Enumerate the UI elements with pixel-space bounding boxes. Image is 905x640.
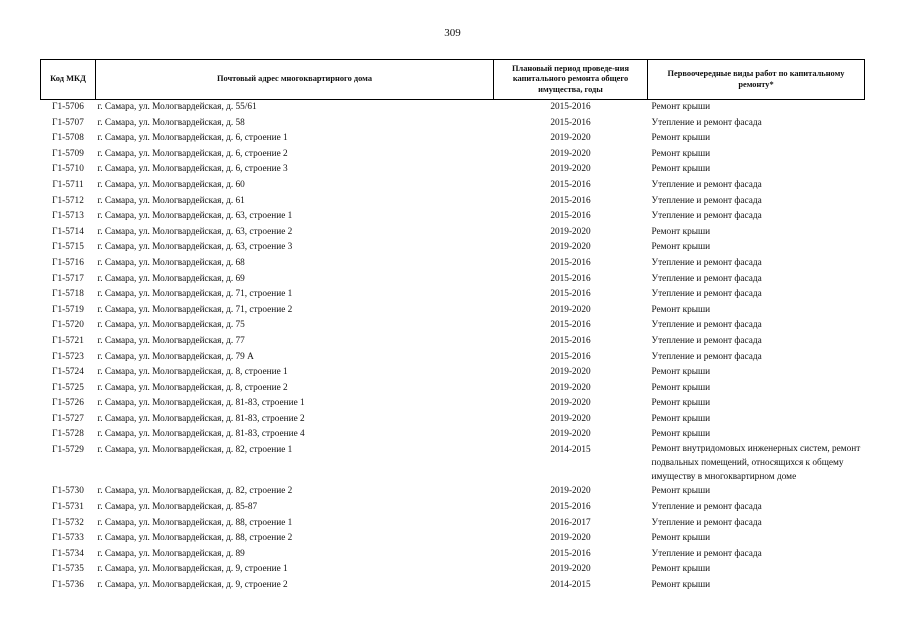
address-cell: г. Самара, ул. Мологвардейская, д. 8, строение 2 <box>97 382 288 393</box>
works-cell: Утепление и ремонт фасада <box>651 289 762 300</box>
works-cell: Утепление и ремонт фасада <box>651 502 762 513</box>
period-cell: 2019-2020 <box>550 367 591 378</box>
table-row <box>41 381 865 397</box>
code-cell: Г1-5719 <box>52 304 84 315</box>
table-row <box>41 365 865 381</box>
works-cell: Утепление и ремонт фасада <box>651 273 762 284</box>
works-cell: Ремонт крыши <box>651 148 711 159</box>
period-cell: 2019-2020 <box>550 564 591 575</box>
address-cell: г. Самара, ул. Мологвардейская, д. 9, строение 1 <box>97 564 288 575</box>
address-cell: г. Самара, ул. Мологвардейская, д. 85-87 <box>97 502 258 513</box>
works-cell: Утепление и ремонт фасада <box>651 517 762 528</box>
works-cell: Ремонт внутридомовых инженерных систем, ремонт подвальных помещений, относящихся к общему имуществу в многоквартирном доме <box>651 444 861 482</box>
table-row <box>41 443 865 484</box>
works-cell: Утепление и ремонт фасада <box>651 320 762 331</box>
works-cell: Утепление и ремонт фасада <box>651 211 762 222</box>
address-cell: г. Самара, ул. Мологвардейская, д. 71, строение 2 <box>97 304 293 315</box>
table-row <box>41 427 865 443</box>
code-cell: Г1-5718 <box>52 289 84 300</box>
code-cell: Г1-5714 <box>52 226 84 237</box>
code-cell: Г1-5732 <box>52 517 84 528</box>
address-cell: г. Самара, ул. Мологвардейская, д. 6, строение 1 <box>97 133 288 144</box>
period-cell: 2019-2020 <box>550 148 591 159</box>
period-cell: 2015-2016 <box>550 195 591 206</box>
works-cell: Ремонт крыши <box>651 382 711 393</box>
table-row <box>41 272 865 288</box>
period-cell: 2015-2016 <box>550 273 591 284</box>
table-row <box>41 303 865 319</box>
works-cell: Утепление и ремонт фасада <box>651 335 762 346</box>
table-header <box>41 60 865 100</box>
code-cell: Г1-5713 <box>52 211 84 222</box>
address-cell: г. Самара, ул. Мологвардейская, д. 63, строение 1 <box>97 211 293 222</box>
code-cell: Г1-5721 <box>52 335 84 346</box>
address-cell: г. Самара, ул. Мологвардейская, д. 88, строение 1 <box>97 517 293 528</box>
table-row <box>41 287 865 303</box>
table-row <box>41 209 865 225</box>
header-row <box>41 60 865 100</box>
works-cell: Ремонт крыши <box>651 133 711 144</box>
code-cell: Г1-5708 <box>52 133 84 144</box>
code-cell: Г1-5715 <box>52 242 84 253</box>
period-cell: 2015-2016 <box>550 289 591 300</box>
works-cell: Ремонт крыши <box>651 564 711 575</box>
table-row <box>41 240 865 256</box>
address-cell: г. Самара, ул. Мологвардейская, д. 63, строение 3 <box>97 242 293 253</box>
address-cell: г. Самара, ул. Мологвардейская, д. 75 <box>97 320 245 331</box>
period-cell: 2015-2016 <box>550 548 591 559</box>
period-cell: 2015-2016 <box>550 102 591 112</box>
table-row <box>41 412 865 428</box>
code-cell: Г1-5734 <box>52 548 84 559</box>
period-cell: 2015-2016 <box>550 335 591 346</box>
table-row <box>41 516 865 532</box>
table-row <box>41 500 865 516</box>
period-cell: 2019-2020 <box>550 242 591 253</box>
works-cell: Ремонт крыши <box>651 226 711 237</box>
code-cell: Г1-5723 <box>52 351 84 362</box>
address-cell: г. Самара, ул. Мологвардейская, д. 68 <box>97 257 245 268</box>
address-cell: г. Самара, ул. Мологвардейская, д. 81-83, строение 1 <box>97 398 305 409</box>
address-cell: г. Самара, ул. Мологвардейская, д. 58 <box>97 117 245 128</box>
code-cell: Г1-5706 <box>52 102 84 112</box>
table-body <box>41 100 865 594</box>
period-cell: 2019-2020 <box>550 533 591 544</box>
works-cell: Утепление и ремонт фасада <box>651 117 762 128</box>
code-cell: Г1-5728 <box>52 429 84 440</box>
table-row <box>41 225 865 241</box>
code-cell: Г1-5709 <box>52 148 84 159</box>
table-row <box>41 578 865 594</box>
code-cell: Г1-5727 <box>52 413 84 424</box>
table-row <box>41 396 865 412</box>
period-cell: 2019-2020 <box>550 382 591 393</box>
header-address: Почтовый адрес многоквартирного дома <box>96 60 494 100</box>
code-cell: Г1-5717 <box>52 273 84 284</box>
address-cell: г. Самара, ул. Мологвардейская, д. 6, строение 2 <box>97 148 288 159</box>
code-cell: Г1-5731 <box>52 502 84 513</box>
works-cell: Ремонт крыши <box>651 102 711 112</box>
period-cell: 2015-2016 <box>550 320 591 331</box>
works-cell: Ремонт крыши <box>651 429 711 440</box>
table-row <box>41 162 865 178</box>
period-cell: 2016-2017 <box>550 517 591 528</box>
period-cell: 2015-2016 <box>550 502 591 513</box>
address-cell: г. Самара, ул. Мологвардейская, д. 81-83, строение 4 <box>97 429 305 440</box>
code-cell: Г1-5724 <box>52 367 84 378</box>
period-cell: 2015-2016 <box>550 179 591 190</box>
address-cell: г. Самара, ул. Мологвардейская, д. 55/61 <box>97 102 257 112</box>
address-cell: г. Самара, ул. Мологвардейская, д. 89 <box>97 548 245 559</box>
address-cell: г. Самара, ул. Мологвардейская, д. 88, строение 2 <box>97 533 293 544</box>
code-cell: Г1-5710 <box>52 164 84 175</box>
table-row <box>41 334 865 350</box>
works-cell: Утепление и ремонт фасада <box>651 179 762 190</box>
code-cell: Г1-5712 <box>52 195 84 206</box>
works-cell: Утепление и ремонт фасада <box>651 195 762 206</box>
address-cell: г. Самара, ул. Мологвардейская, д. 79 А <box>97 351 254 362</box>
table-row <box>41 531 865 547</box>
table-row <box>41 562 865 578</box>
address-cell: г. Самара, ул. Мологвардейская, д. 82, строение 1 <box>97 445 293 456</box>
address-cell: г. Самара, ул. Мологвардейская, д. 9, строение 2 <box>97 580 288 591</box>
code-cell: Г1-5736 <box>52 580 84 591</box>
table-row <box>41 147 865 163</box>
period-cell: 2015-2016 <box>550 351 591 362</box>
table-row <box>41 116 865 132</box>
works-cell: Ремонт крыши <box>651 413 711 424</box>
table-row <box>41 256 865 272</box>
address-cell: г. Самара, ул. Мологвардейская, д. 71, строение 1 <box>97 289 293 300</box>
period-cell: 2019-2020 <box>550 304 591 315</box>
code-cell: Г1-5720 <box>52 320 84 331</box>
works-cell: Утепление и ремонт фасада <box>651 548 762 559</box>
works-cell: Ремонт крыши <box>651 580 711 591</box>
code-cell: Г1-5729 <box>52 445 84 456</box>
period-cell: 2014-2015 <box>550 580 591 591</box>
address-cell: г. Самара, ул. Мологвардейская, д. 60 <box>97 179 245 190</box>
header-works: Первоочередные виды работ по капитальному ремонту* <box>648 60 865 100</box>
table-row <box>41 178 865 194</box>
period-cell: 2019-2020 <box>550 413 591 424</box>
period-cell: 2014-2015 <box>550 445 591 456</box>
period-cell: 2015-2016 <box>550 257 591 268</box>
period-cell: 2019-2020 <box>550 486 591 497</box>
works-cell: Ремонт крыши <box>651 398 711 409</box>
code-cell: Г1-5707 <box>52 117 84 128</box>
period-cell: 2019-2020 <box>550 133 591 144</box>
repair-plan-table-container <box>40 59 864 594</box>
code-cell: Г1-5711 <box>52 179 84 190</box>
table-row <box>41 350 865 366</box>
address-cell: г. Самара, ул. Мологвардейская, д. 63, строение 2 <box>97 226 293 237</box>
works-cell: Утепление и ремонт фасада <box>651 257 762 268</box>
period-cell: 2019-2020 <box>550 398 591 409</box>
address-cell: г. Самара, ул. Мологвардейская, д. 8, строение 1 <box>97 367 288 378</box>
header-code: Код МКД <box>41 60 96 100</box>
works-cell: Ремонт крыши <box>651 486 711 497</box>
table-row <box>41 547 865 563</box>
table-row <box>41 100 865 116</box>
period-cell: 2019-2020 <box>550 429 591 440</box>
table-row <box>41 318 865 334</box>
works-cell: Ремонт крыши <box>651 367 711 378</box>
table-row <box>41 484 865 500</box>
address-cell: г. Самара, ул. Мологвардейская, д. 82, строение 2 <box>97 486 293 497</box>
page-number: 309 <box>444 27 461 39</box>
table-row <box>41 194 865 210</box>
works-cell: Ремонт крыши <box>651 242 711 253</box>
works-cell: Ремонт крыши <box>651 304 711 315</box>
address-cell: г. Самара, ул. Мологвардейская, д. 69 <box>97 273 245 284</box>
address-cell: г. Самара, ул. Мологвардейская, д. 6, строение 3 <box>97 164 288 175</box>
address-cell: г. Самара, ул. Мологвардейская, д. 81-83, строение 2 <box>97 413 305 424</box>
table-row <box>41 131 865 147</box>
period-cell: 2019-2020 <box>550 226 591 237</box>
works-cell: Ремонт крыши <box>651 533 711 544</box>
period-cell: 2015-2016 <box>550 211 591 222</box>
period-cell: 2019-2020 <box>550 164 591 175</box>
address-cell: г. Самара, ул. Мологвардейская, д. 77 <box>97 335 245 346</box>
code-cell: Г1-5726 <box>52 398 84 409</box>
code-cell: Г1-5735 <box>52 564 84 575</box>
period-cell: 2015-2016 <box>550 117 591 128</box>
repair-plan-table <box>40 59 865 594</box>
code-cell: Г1-5725 <box>52 382 84 393</box>
code-cell: Г1-5716 <box>52 257 84 268</box>
works-cell: Ремонт крыши <box>651 164 711 175</box>
header-period: Плановый период проведе-ния капитального ремонта общего имущества, годы <box>494 60 648 100</box>
code-cell: Г1-5733 <box>52 533 84 544</box>
address-cell: г. Самара, ул. Мологвардейская, д. 61 <box>97 195 245 206</box>
works-cell: Утепление и ремонт фасада <box>651 351 762 362</box>
code-cell: Г1-5730 <box>52 486 84 497</box>
